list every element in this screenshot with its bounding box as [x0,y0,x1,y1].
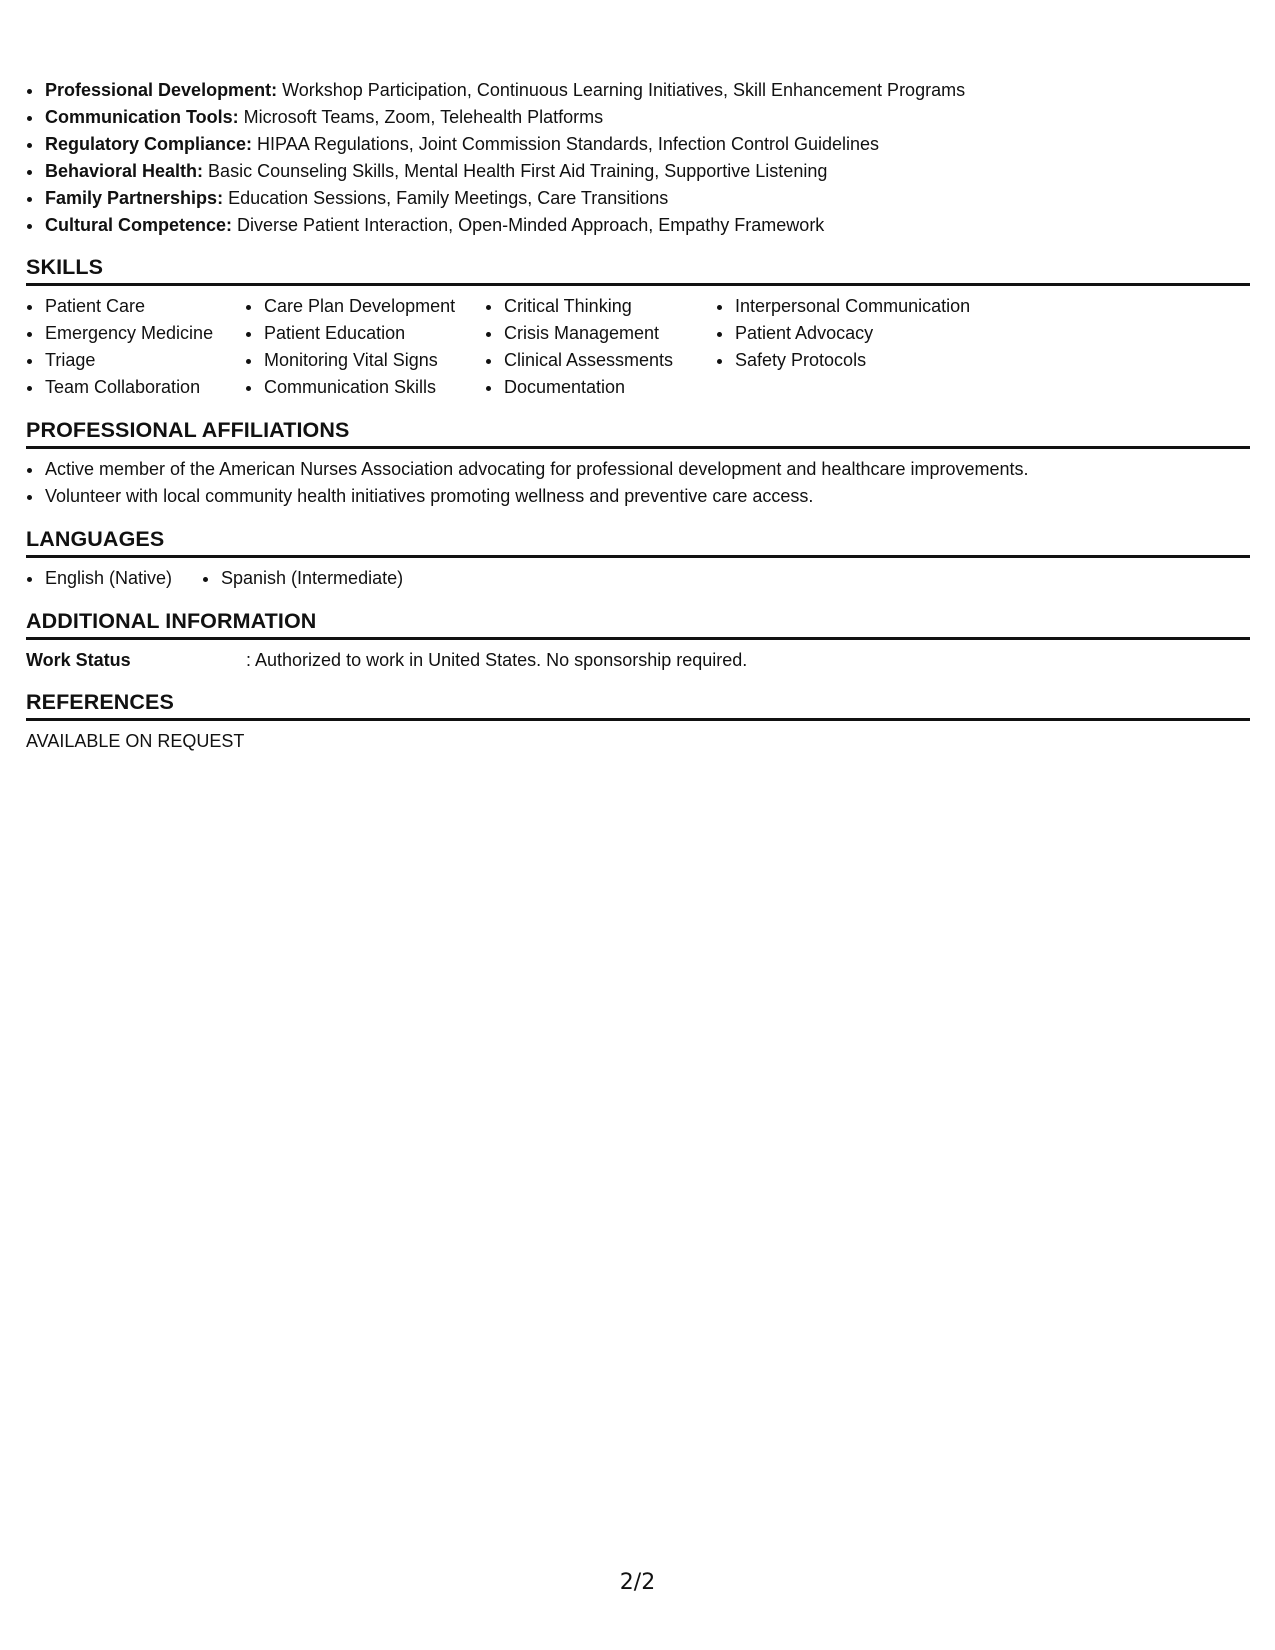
skill-item: • Safety Protocols [734,347,1034,374]
affiliations-list [26,456,1250,510]
skills-column [26,293,245,401]
top-skill-categories-list [26,77,1250,238]
affiliation-item: • Active member of the American Nurses Association advocating for professional development and healthcare improvements. [44,456,1250,483]
references-heading: REFERENCES [26,689,1250,721]
work-status-row [26,647,1250,673]
skill-item: • Communication Skills [263,374,485,401]
list-item [44,212,1250,239]
category-label: Professional Development: [45,80,278,100]
skill-item: • Patient Care [44,293,245,320]
list-item [44,77,1250,104]
list-item [44,185,1250,212]
skills-column [485,293,716,401]
resume-page [26,77,1250,754]
category-label: Regulatory Compliance: [45,133,253,154]
category-text: Workshop Participation, Continuous Learning Initiatives, Skill Enhancement Programs [277,80,966,100]
skill-item: • Documentation [503,374,716,401]
skill-item: • Patient Advocacy [734,320,1034,347]
language-item: • Spanish (Intermediate) [220,565,480,592]
skills-grid [26,293,1250,401]
skill-item: • Team Collaboration [44,374,245,401]
language-column [202,565,480,592]
skill-item: • Emergency Medicine [44,320,245,347]
additional-info-heading: ADDITIONAL INFORMATION [26,608,1250,640]
skill-item: • Monitoring Vital Signs [263,347,485,374]
list-item [44,104,1250,131]
category-label: Behavioral Health: [45,160,204,181]
category-label: Family Partnerships: [45,187,224,208]
references-text: AVAILABLE ON REQUEST [26,730,245,751]
skill-item: • Interpersonal Communication [734,293,1034,320]
category-text: Diverse Patient Interaction, Open-Minded Approach, Empathy Framework [232,214,825,235]
language-item: • English (Native) [44,565,202,592]
skill-item: • Clinical Assessments [503,347,716,374]
skills-heading: SKILLS [26,254,1250,286]
work-status-value: : Authorized to work in United States. No sponsorship required. [246,649,748,670]
page-number: 2/2 [619,1570,656,1595]
languages-heading: LANGUAGES [26,526,1250,558]
skill-item: • Triage [44,347,245,374]
skill-item: • Crisis Management [503,320,716,347]
category-label: Communication Tools: [45,106,239,127]
list-item [44,158,1250,185]
languages-list [26,565,1250,592]
category-text: Education Sessions, Family Meetings, Care Transitions [223,187,669,208]
language-column [26,565,202,592]
skills-column [245,293,485,401]
work-status-label: Work Status [26,649,131,670]
category-text: HIPAA Regulations, Joint Commission Standards, Infection Control Guidelines [252,133,880,154]
affiliation-item: • Volunteer with local community health initiatives promoting wellness and preventive care access. [44,483,1250,510]
affiliations-heading: PROFESSIONAL AFFILIATIONS [26,417,1250,449]
category-text: Microsoft Teams, Zoom, Telehealth Platforms [238,106,604,127]
category-text: Basic Counseling Skills, Mental Health First Aid Training, Supportive Listening [203,160,828,181]
skill-item: • Care Plan Development [263,293,485,320]
list-item [44,131,1250,158]
skills-column [716,293,1034,401]
category-label: Cultural Competence: [45,214,233,235]
skill-item: • Patient Education [263,320,485,347]
skill-item: • Critical Thinking [503,293,716,320]
